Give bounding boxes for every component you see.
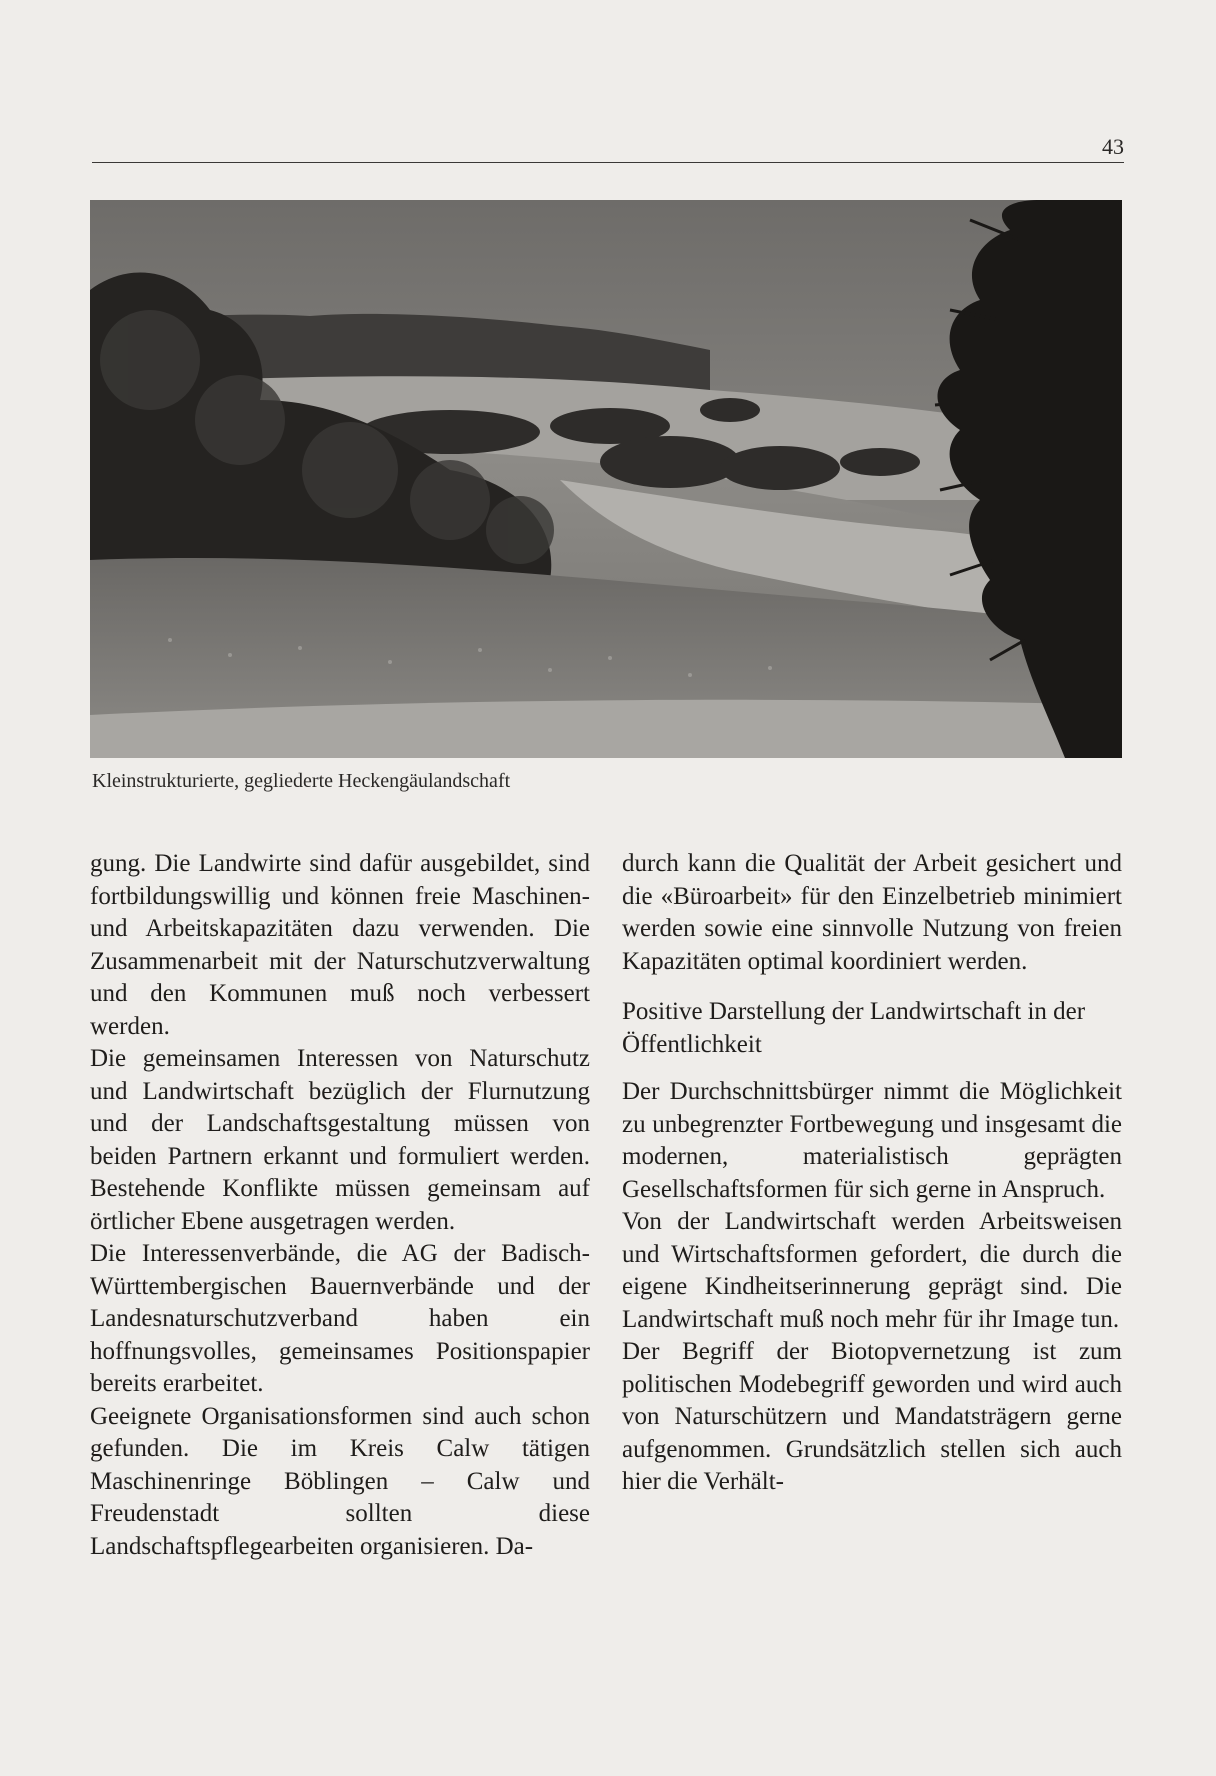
header-rule [92,162,1124,163]
paragraph: Von der Landwirtschaft werden Arbeitsweisen und Wirtschaftsformen gefordert, die durch die eigene Kindheitserinnerung geprägt sind. Die Landwirtschaft muß noch mehr für ihr Image tun. [622,1208,1122,1333]
column-right [622,848,1122,1499]
paragraph: durch kann die Qualität der Arbeit gesichert und die «Büroarbeit» für den Einzelbetrieb minimiert werden sowie eine sinnvolle Nutzung von freien Kapazitäten optimal koordiniert werden. [622,850,1122,975]
paragraph: Der Durchschnittsbürger nimmt die Möglichkeit zu unbegrenzter Fortbewegung und insgesamt die modernen, materialistisch geprägten Gesellschaftsformen für sich gerne in Anspruch. [622,1078,1122,1203]
paragraph: Der Begriff der Biotopvernetzung ist zum politischen Modebegriff geworden und wird auch von Naturschützern und Mandatsträgern gerne aufgenommen. Grundsätzlich stellen sich auch hier die Verhält- [622,1338,1122,1495]
section-heading: Positive Darstellung der Landwirtschaft in der Öffentlichkeit [622,998,1086,1058]
paragraph: Die Interessenverbände, die AG der Badisch-Württembergischen Bauernverbände und der Landesnaturschutzverband haben ein hoffnungsvolles, gemeinsames Positionspapier bereits erarbeitet. [90,1240,590,1397]
figure-caption: Kleinstrukturierte, gegliederte Heckengäulandschaft [92,770,511,792]
page-number: 43 [1102,134,1124,159]
landscape-photo [90,200,1122,758]
paragraph: Geeignete Organisationsformen sind auch schon gefunden. Die im Kreis Calw tätigen Maschinenringe Böblingen – Calw und Freudenstadt sollten diese Landschaftspflegearbeiten organisieren. Da- [90,1402,590,1560]
paragraph: gung. Die Landwirte sind dafür ausgebildet, sind fortbildungswillig und können freie Maschinen- und Arbeitskapazitäten dazu verwenden. Die Zusammenarbeit mit der Naturschutzverwaltung und den Kommunen muß noch verbessert werden. [90,850,590,1040]
column-left [90,848,590,1563]
paragraph: Die gemeinsamen Interessen von Naturschutz und Landwirtschaft bezüglich der Flurnutzung und der Landschaftsgestaltung müssen von beiden Partnern erkannt und formuliert werden. Bestehende Konflikte müssen gemeinsam auf örtlicher Ebene ausgetragen werden. [90,1045,590,1235]
landscape-photo-drawing [90,200,1122,758]
